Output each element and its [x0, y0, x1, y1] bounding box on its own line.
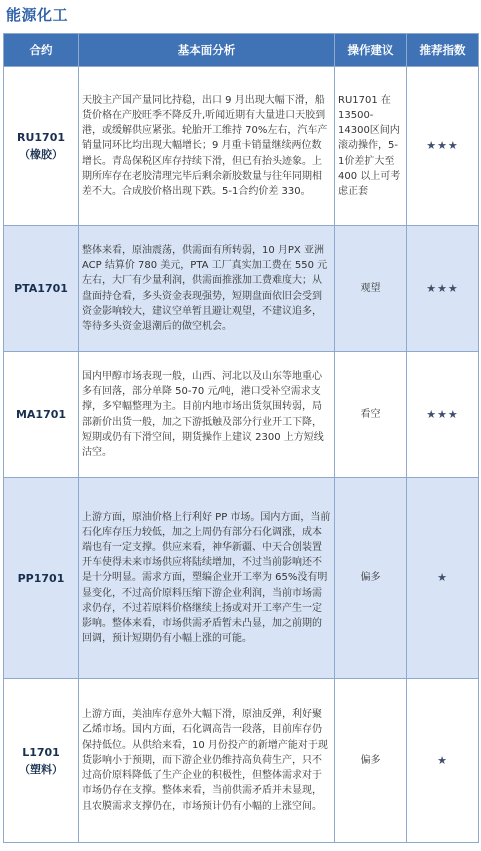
advice-cell: RU1701 在13500-14300区间内滚动操作，5-1价差扩大至400 以上可考虑正套 [335, 67, 407, 226]
table-row [4, 226, 479, 352]
rating-stars: ★ [407, 679, 479, 843]
table-row [4, 352, 479, 478]
advice-cell: 偏多 [335, 679, 407, 843]
table-row [4, 679, 479, 843]
contract-product: （橡胶） [19, 148, 63, 161]
table-header-row [4, 34, 479, 67]
rating-stars: ★ [407, 478, 479, 679]
analysis-cell: 上游方面，原油价格上行利好 PP 市场。国内方面，当前石化库存压力较低，加之上周仍有部分石化调涨，成本端也有一定支撑。供应来看，神华新疆、中天合创装置开车使得未来市场供应将陆续增加，不过当前影响还不是十分明显。需求方面，塑编企业开工率为 65%没有明显变化，不过高价原料压缩下游企业利润，当前市场需求仍存，不过若原料价格继续上扬或对开工率产生一定影响。整体来看，市场供需矛盾暂未凸显，加之前期的回调，预计短期仍有小幅上涨的可能。 [79, 478, 335, 679]
advice-cell: 观望 [335, 226, 407, 352]
contract-cell [4, 478, 79, 679]
rating-stars: ★★★ [407, 67, 479, 226]
contract-cell [4, 226, 79, 352]
header-analysis: 基本面分析 [79, 34, 335, 67]
analysis-cell: 整体来看，原油震荡，供需面有所转弱，10 月PX 亚洲 ACP 结算价 780 美元，PTA 工厂真实加工费在 550 元左右，大厂有少量利润，供需面推涨加工费难度大；从盘面持仓看，多头资金表现强势，短期盘面依旧会受到资金影响较大，建议空单暂且避让观望，不建议追多，等待多头资金退潮后的做空机会。 [79, 226, 335, 352]
contract-cell [4, 352, 79, 478]
header-rating: 推荐指数 [407, 34, 479, 67]
analysis-cell: 上游方面，美油库存意外大幅下滑，原油反弹，利好聚乙烯市场。国内方面，石化调高告一段落，目前库存仍保持低位。从供给来看，10 月份投产的新增产能对于现货影响小于预期，而下游企业仍维持高负荷生产，只不过高价原料降低了生产企业的积极性，但整体需求对于市场仍存在支撑。整体来看，当前供需矛盾并未显现，且农膜需求支撑仍在，市场预计仍有小幅的上涨空间。 [79, 679, 335, 843]
contract-code: PTA1701 [14, 282, 68, 295]
contract-code: PP1701 [17, 571, 65, 585]
analysis-cell: 天胶主产国产量同比持稳，出口 9 月出现大幅下滑，船货价格在产胶旺季不降反升,听闻近期有大量进口天胶到港，或缓解供应紧张。轮胎开工维持 70%左右，汽车产销量同环比均出现大幅增长；9 月重卡销量继续两位数增长。青岛保税区库存持续下滑，但已有抬头迹象。上期所库存在老胶清理完毕后剩余新胶数量与往年同期相差不大。合成胶价格出现下跌。5-1合约价差 330。 [79, 67, 335, 226]
contract-product: （塑料） [19, 762, 63, 776]
advice-cell: 看空 [335, 352, 407, 478]
section-title: 能源化工 [6, 6, 69, 24]
contract-code: MA1701 [15, 408, 67, 421]
rating-stars: ★★★ [407, 352, 479, 478]
header-advice: 操作建议 [335, 34, 407, 67]
rating-stars: ★★★ [407, 226, 479, 352]
contract-cell [4, 67, 79, 226]
table-row [4, 67, 479, 226]
table-row [4, 478, 479, 679]
contract-code: L1701 [22, 745, 60, 759]
header-contract: 合约 [4, 34, 79, 67]
advice-cell: 偏多 [335, 478, 407, 679]
contract-cell [4, 679, 79, 843]
analysis-cell: 国内甲醇市场表现一般，山西、河北以及山东等地重心多有回落，部分单降 50-70 元/吨，港口受补空需求支撑，多窄幅整理为主。目前内地市场出货氛围转弱，局部新价出货一般，加之下游抵触及部分行业开工下降，短期或仍有下滑空间，期货操作上建议 2300 上方短线沽空。 [79, 352, 335, 478]
analysis-table [3, 33, 479, 843]
contract-code: RU1701 [16, 131, 66, 144]
